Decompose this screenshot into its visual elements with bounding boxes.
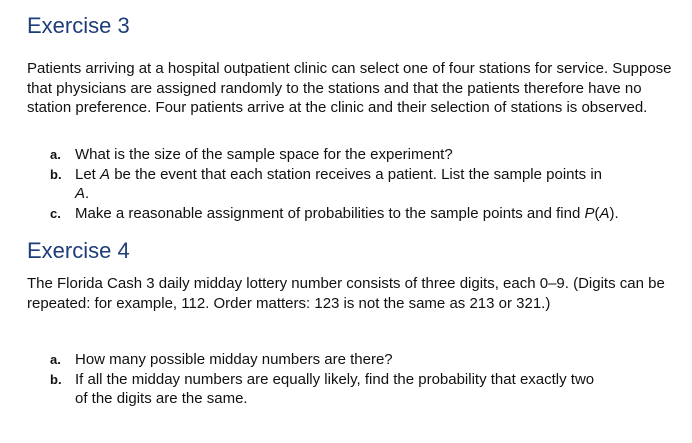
question-text: If all the midday numbers are equally likely, find the probability that exactly two of the digits are the same. xyxy=(75,370,595,407)
exercise-4-question-a xyxy=(50,350,660,370)
exercise-3-question-a xyxy=(50,145,660,165)
question-letter: b. xyxy=(50,166,62,182)
exercise-3-question-b xyxy=(50,165,660,204)
question-letter: a. xyxy=(50,352,61,367)
question-text-part: Let xyxy=(75,165,101,183)
exercise-4-intro: The Florida Cash 3 daily midday lottery number consists of three digits, each 0–9. (Digits can be repeated: for example, 112. Order matters: 123 is not the same as 213 or 321.) xyxy=(27,275,665,312)
question-text: What is the size of the sample space for the experiment? xyxy=(75,146,453,163)
question-text-part: . xyxy=(85,185,90,202)
exercise-4-question-b xyxy=(50,370,605,409)
question-letter: a. xyxy=(50,147,61,162)
question-text-part: be the event that each station receives a patient. List the sample points in xyxy=(110,165,603,183)
question-text-part: Make a reasonable assignment of probabilities to the sample points and find xyxy=(75,204,585,222)
question-text-part: ). xyxy=(609,204,619,222)
exercise-4-questions xyxy=(50,350,660,409)
question-letter: c. xyxy=(50,205,61,221)
question-text: How many possible midday numbers are there? xyxy=(75,351,393,368)
exercise-3-title: Exercise 3 xyxy=(27,13,130,38)
question-letter: b. xyxy=(50,371,62,387)
exercise-3-intro: Patients arriving at a hospital outpatient clinic can select one of four stations for service. Suppose that physicians are assigned randomly to the stations and that the patients therefore have no station preference. Four patients arrive at the clinic and their selection of stations is observed. xyxy=(27,60,672,116)
question-text-part: ( xyxy=(594,204,600,222)
exercise-3-question-c xyxy=(50,204,660,224)
question-italic-var: A xyxy=(75,185,86,202)
question-italic-var: A xyxy=(100,165,111,183)
question-italic-var: P xyxy=(584,204,595,222)
exercise-4-title: Exercise 4 xyxy=(27,238,130,263)
exercise-3-questions xyxy=(50,145,660,223)
question-italic-var: A xyxy=(599,204,610,222)
